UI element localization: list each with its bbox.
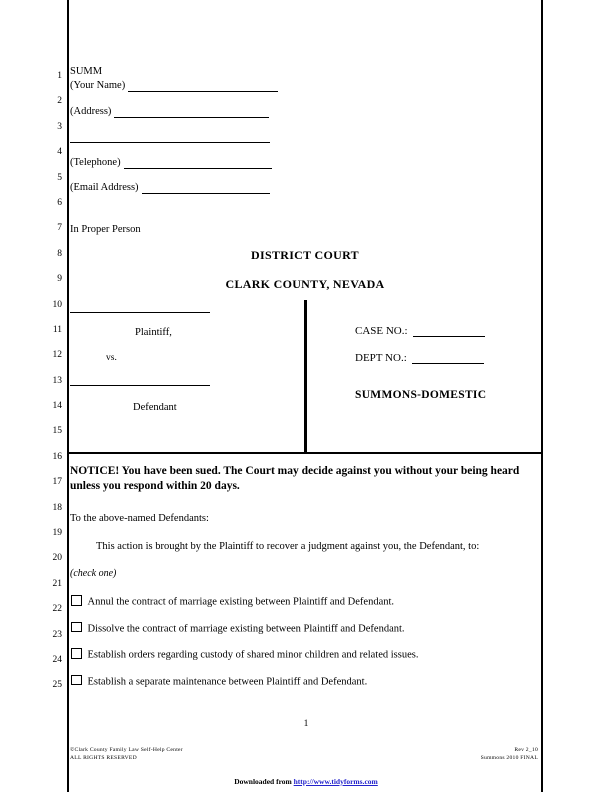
relief-option-item[interactable]	[71, 674, 536, 701]
in-proper-person-label: In Proper Person	[70, 224, 141, 235]
line-number: 10	[52, 299, 62, 310]
attorney-field-label: (Address)	[70, 105, 112, 117]
attorney-field-blank[interactable]	[124, 159, 272, 169]
line-number: 13	[52, 375, 62, 386]
court-heading	[70, 248, 540, 292]
line-number: 12	[52, 350, 62, 361]
line-number: 14	[52, 401, 62, 412]
caption-horizontal-rule	[67, 452, 543, 454]
attorney-info-block	[70, 66, 320, 208]
footer-revision	[380, 746, 538, 763]
line-number: 4	[57, 147, 62, 158]
relief-options-list	[71, 594, 536, 700]
dept-number-field[interactable]	[355, 352, 484, 364]
versus-label: vs.	[106, 353, 117, 363]
attorney-field-label: (Your Name)	[70, 80, 126, 91]
footer-revision-line2: Summons 2010 FINAL	[480, 755, 538, 762]
to-defendants-line: To the above-named Defendants:	[70, 513, 209, 524]
attorney-field-row[interactable]	[70, 106, 320, 118]
summons-title: SUMMONS-DOMESTIC	[355, 389, 487, 401]
attorney-field-row[interactable]	[70, 131, 320, 143]
attorney-field-label: (Email Address)	[70, 182, 139, 193]
attorney-field-label: (Telephone)	[70, 156, 121, 168]
action-description: This action is brought by the Plaintiff to recover a judgment against you, the Defendant, to:	[96, 541, 480, 552]
dept-number-label: DEPT NO.:	[355, 352, 407, 364]
line-number: 17	[52, 477, 62, 488]
relief-option-label: Dissolve the contract of marriage existing between Plaintiff and Defendant.	[87, 623, 405, 634]
line-number: 25	[52, 680, 62, 691]
checkbox-icon[interactable]	[71, 595, 82, 606]
defendant-label: Defendant	[133, 402, 177, 413]
relief-option-item[interactable]	[71, 621, 536, 648]
relief-option-item[interactable]	[71, 647, 536, 674]
line-number: 6	[57, 197, 62, 208]
line-number: 19	[52, 528, 62, 539]
form-code: SUMM	[70, 66, 103, 77]
footer-revision-line1: Rev 2_10	[514, 747, 538, 753]
attorney-field-blank[interactable]	[114, 108, 269, 118]
attorney-field-blank[interactable]	[70, 133, 270, 143]
relief-option-item[interactable]	[71, 594, 536, 621]
line-number: 20	[52, 553, 62, 564]
court-name: DISTRICT COURT	[251, 248, 359, 262]
case-number-field[interactable]	[355, 325, 485, 337]
line-number: 22	[52, 604, 62, 615]
line-number: 16	[52, 451, 62, 462]
court-county: CLARK COUNTY, NEVADA	[225, 277, 385, 291]
line-number: 21	[52, 578, 62, 589]
line-number: 7	[57, 223, 62, 234]
line-number: 2	[57, 96, 62, 107]
line-number: 3	[57, 121, 62, 132]
footer-copyright-line1: ©Clark County Family Law Self-Help Center	[70, 747, 183, 753]
relief-option-label: Establish orders regarding custody of shared minor children and related issues.	[87, 649, 419, 661]
line-number: 5	[57, 172, 62, 183]
tidyforms-link[interactable]: http://www.tidyforms.com	[293, 777, 378, 786]
relief-option-label: Establish a separate maintenance between Plaintiff and Defendant.	[87, 676, 368, 687]
line-number: 24	[52, 654, 62, 665]
caption-vertical-divider	[304, 300, 307, 452]
checkbox-icon[interactable]	[71, 648, 82, 659]
line-number: 9	[57, 274, 62, 285]
downloaded-from-line	[0, 777, 612, 786]
line-number: 18	[52, 502, 62, 513]
case-number-blank[interactable]	[413, 327, 485, 337]
line-number: 15	[52, 426, 62, 437]
line-number: 23	[52, 629, 62, 640]
pleading-right-rule	[541, 0, 543, 792]
line-number: 11	[52, 324, 62, 335]
line-number: 8	[57, 248, 62, 259]
downloaded-from-prefix: Downloaded from	[234, 777, 294, 786]
pleading-left-rule	[67, 0, 69, 792]
checkbox-icon[interactable]	[71, 622, 82, 633]
footer-copyright-line2: ALL RIGHTS RESERVED	[70, 755, 137, 762]
attorney-field-row[interactable]	[70, 182, 320, 194]
page-number: 1	[303, 719, 309, 729]
defendant-name-line[interactable]	[70, 385, 210, 386]
case-number-label: CASE NO.:	[355, 325, 408, 337]
attorney-field-blank[interactable]	[142, 184, 270, 194]
line-number: 1	[57, 71, 62, 81]
relief-option-label: Annul the contract of marriage existing between Plaintiff and Defendant.	[87, 596, 395, 608]
plaintiff-name-line[interactable]	[70, 312, 210, 313]
footer-copyright	[70, 746, 183, 763]
attorney-field-row[interactable]	[70, 157, 320, 169]
attorney-field-row[interactable]	[70, 80, 320, 92]
plaintiff-label: Plaintiff,	[135, 327, 172, 338]
checkbox-icon[interactable]	[71, 675, 82, 686]
dept-number-blank[interactable]	[412, 354, 484, 364]
notice-paragraph: NOTICE! You have been sued. The Court may decide against you without your being heard unless you respond within 20 days.	[70, 465, 520, 492]
check-one-instruction: (check one)	[70, 568, 117, 579]
attorney-field-blank[interactable]	[128, 82, 278, 92]
line-number-column	[42, 64, 62, 699]
